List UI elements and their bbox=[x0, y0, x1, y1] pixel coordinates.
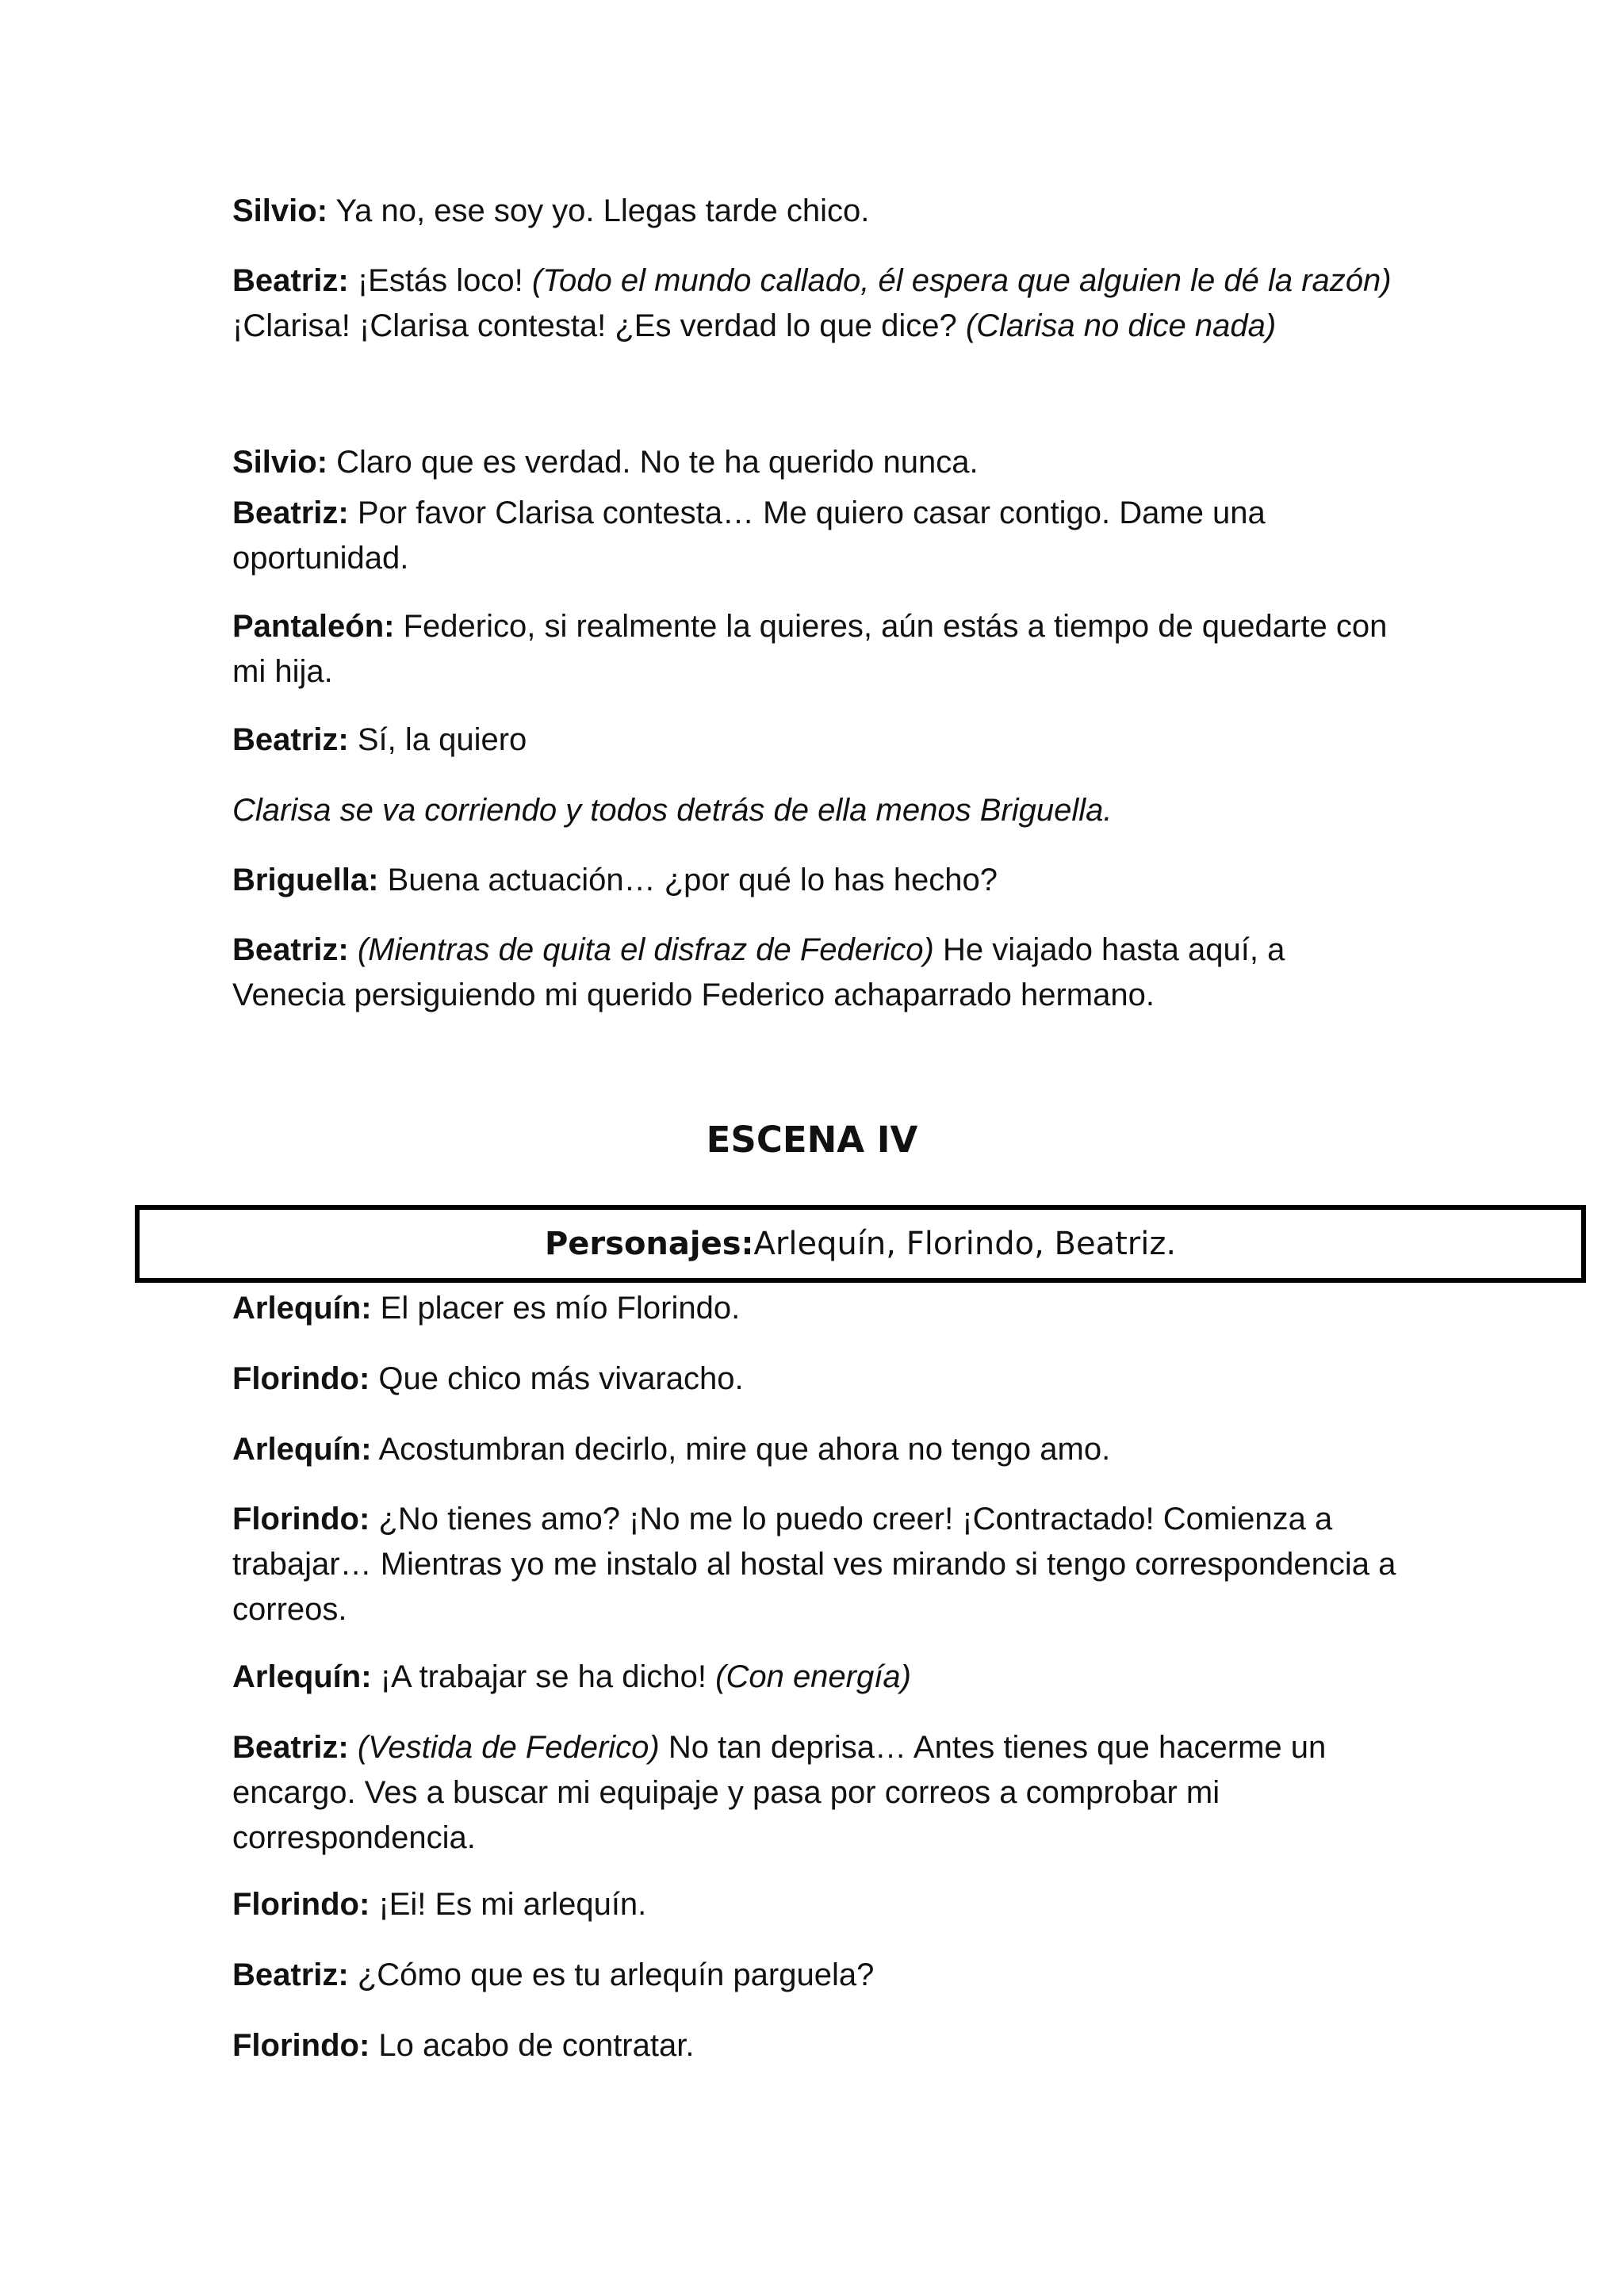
dialogue-text: Lo acabo de contratar. bbox=[370, 2028, 695, 2063]
dialogue-text bbox=[349, 932, 358, 967]
dialogue-text: Que chico más vivaracho. bbox=[370, 1361, 744, 1396]
speaker-name: Florindo: bbox=[232, 1361, 370, 1396]
dialogue-text: Ya no, ese soy yo. Llegas tarde chico. bbox=[327, 193, 870, 228]
dialogue-text: ¡Clarisa! ¡Clarisa contesta! ¿Es verdad lo que dice? bbox=[232, 308, 966, 343]
dialogue-text: ¡A trabajar se ha dicho! bbox=[371, 1659, 716, 1694]
dialogue-line bbox=[232, 928, 1398, 1018]
speaker-name: Beatriz: bbox=[232, 932, 349, 967]
dialogue-text bbox=[349, 1730, 358, 1765]
dialogue-text: Acostumbran decirlo, mire que ahora no tengo amo. bbox=[371, 1432, 1111, 1467]
dialogue-line bbox=[232, 1882, 1398, 1927]
dialogue-line bbox=[232, 1725, 1398, 1861]
speaker-name: Silvio: bbox=[232, 193, 328, 228]
stage-direction-text: (Con energía) bbox=[715, 1659, 911, 1694]
speaker-name: Florindo: bbox=[232, 1887, 370, 1922]
dialogue-text: ¡Estás loco! bbox=[348, 263, 532, 298]
dialogue-line bbox=[232, 1357, 1398, 1402]
speaker-name: Beatriz: bbox=[232, 263, 349, 298]
speaker-name: Beatriz: bbox=[232, 722, 349, 757]
dialogue-line bbox=[232, 189, 1398, 234]
dialogue-line bbox=[232, 1286, 1398, 1331]
dialogue-text: ¿No tienes amo? ¡No me lo puedo creer! ¡Contractado! Comienza a trabajar… Mientras yo me instalo al hostal ves mirando si tengo correspondencia a correos. bbox=[232, 1502, 1396, 1627]
speaker-name: Arlequín: bbox=[232, 1659, 372, 1694]
dialogue-line bbox=[232, 2023, 1398, 2068]
dialogue-text: ¿Cómo que es tu arlequín parguela? bbox=[348, 1957, 875, 1992]
dialogue-text: No tan deprisa… Antes tienes que hacerme un encargo. Ves a buscar mi equipaje y pasa por correos a comprobar mi correspondencia. bbox=[232, 1730, 1327, 1855]
cast-label: Personajes: bbox=[544, 1226, 754, 1262]
dialogue-line bbox=[232, 440, 1398, 485]
stage-direction-text: (Clarisa no dice nada) bbox=[965, 308, 1277, 343]
speaker-name: Beatriz: bbox=[232, 496, 349, 530]
dialogue-line bbox=[232, 491, 1398, 581]
scene-heading: ESCENA IV bbox=[706, 1119, 918, 1161]
cast-list: Arlequín, Florindo, Beatriz. bbox=[753, 1226, 1177, 1262]
speaker-name: Beatriz: bbox=[232, 1957, 349, 1992]
stage-direction-text: (Todo el mundo callado, él espera que alguien le dé la razón) bbox=[531, 263, 1392, 298]
speaker-name: Beatriz: bbox=[232, 1730, 349, 1765]
dialogue-line bbox=[232, 858, 1398, 903]
stage-direction-text: (Mientras de quita el disfraz de Federico) bbox=[357, 932, 934, 967]
speaker-name: Florindo: bbox=[232, 1502, 370, 1536]
stage-direction-text: (Vestida de Federico) bbox=[357, 1730, 660, 1765]
dialogue-line bbox=[232, 718, 1398, 763]
stage-direction-text: Clarisa se va corriendo y todos detrás de ella menos Briguella. bbox=[232, 793, 1113, 828]
dialogue-text: Sí, la quiero bbox=[348, 722, 527, 757]
dialogue-line bbox=[232, 1427, 1398, 1472]
dialogue-text: Federico, si realmente la quieres, aún estás a tiempo de quedarte con mi hija. bbox=[232, 609, 1388, 689]
dialogue-text: Buena actuación… ¿por qué lo has hecho? bbox=[378, 863, 998, 897]
dialogue-text: He viajado hasta aquí, a Venecia persiguiendo mi querido Federico achaparrado hermano. bbox=[232, 932, 1285, 1012]
dialogue-text: Claro que es verdad. No te ha querido nunca. bbox=[327, 445, 979, 480]
speaker-name: Pantaleón: bbox=[232, 609, 395, 644]
speaker-name: Arlequín: bbox=[232, 1291, 372, 1326]
dialogue-text: Por favor Clarisa contesta… Me quiero casar contigo. Dame una oportunidad. bbox=[232, 496, 1266, 576]
speaker-name: Arlequín: bbox=[232, 1432, 372, 1467]
dialogue-line bbox=[232, 258, 1398, 349]
dialogue-line bbox=[232, 1497, 1398, 1632]
speaker-name: Silvio: bbox=[232, 445, 328, 480]
cast-box bbox=[135, 1205, 1586, 1283]
speaker-name: Florindo: bbox=[232, 2028, 370, 2063]
stage-direction bbox=[232, 788, 1398, 833]
dialogue-line bbox=[232, 1953, 1398, 1998]
dialogue-text: El placer es mío Florindo. bbox=[371, 1291, 741, 1326]
dialogue-line bbox=[232, 1655, 1398, 1700]
dialogue-text: ¡Ei! Es mi arlequín. bbox=[370, 1887, 647, 1922]
speaker-name: Briguella: bbox=[232, 863, 379, 897]
dialogue-line bbox=[232, 604, 1398, 695]
